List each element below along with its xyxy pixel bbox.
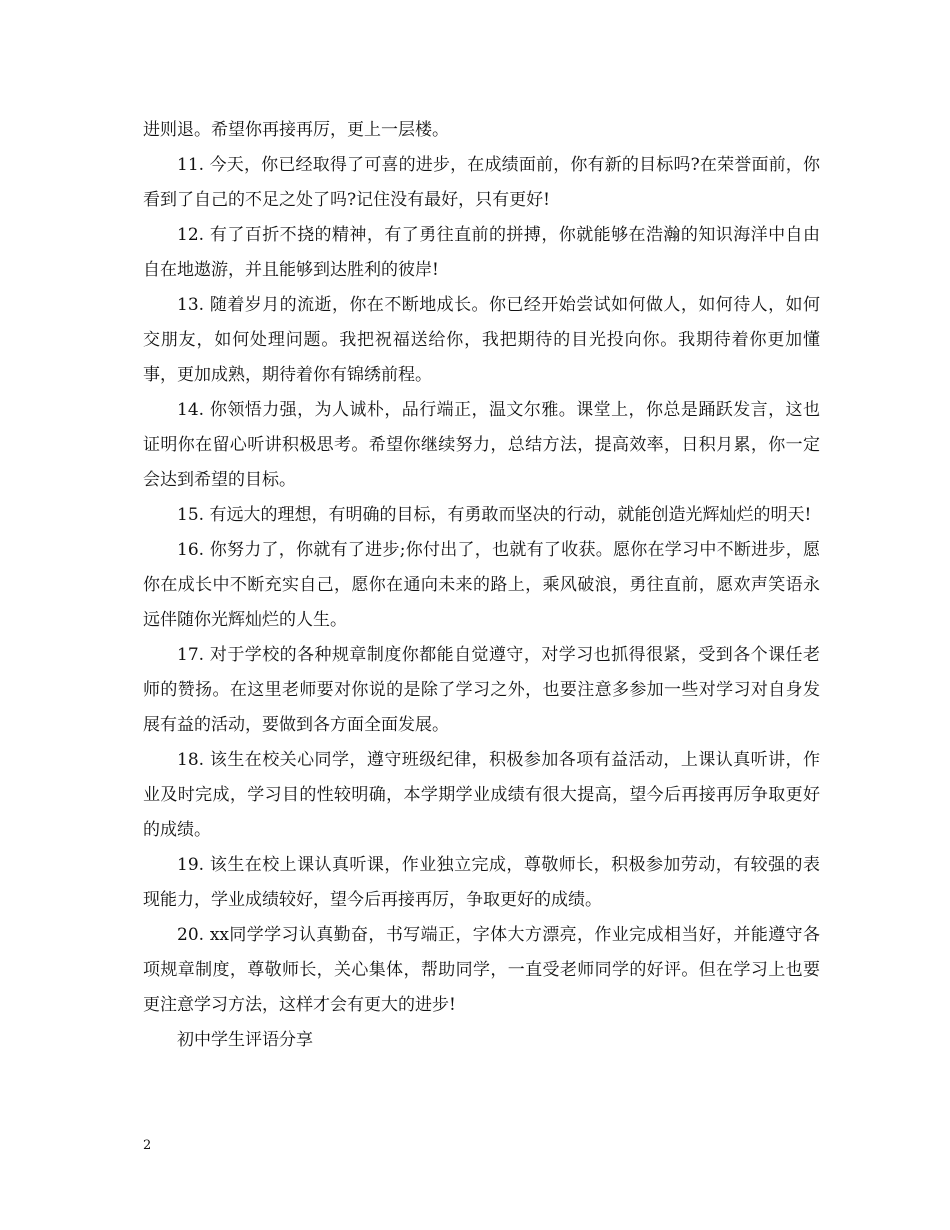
paragraph-item-18: 18. 该生在校关心同学，遵守班级纪律，积极参加各项有益活动，上课认真听讲，作业及时完成，学习目的性较明确，本学期学业成绩有很大提高，望今后再接再厉争取更好的成绩。 (143, 750, 820, 840)
paragraph-item-14: 14. 你领悟力强，为人诚朴，品行端正，温文尔雅。课堂上，你总是踊跃发言，这也证明你在留心听讲积极思考。希望你继续努力，总结方法，提高效率，日积月累，你一定会达到希望的目标。 (143, 400, 820, 490)
paragraph-item-15: 15. 有远大的理想，有明确的目标，有勇敢而坚决的行动，就能创造光辉灿烂的明天! (177, 505, 812, 525)
paragraph-item-16: 16. 你努力了，你就有了进步;你付出了，也就有了收获。愿你在学习中不断进步，愿你在成长中不断充实自己，愿你在通向未来的路上，乘风破浪，勇往直前，愿欢声笑语永远伴随你光辉灿烂的人生。 (143, 540, 820, 630)
document-body (143, 113, 820, 1058)
paragraph-item-13: 13. 随着岁月的流逝，你在不断地成长。你已经开始尝试如何做人，如何待人，如何交朋友，如何处理问题。我把祝福送给你，我把期待的目光投向你。我期待着你更加懂事，更加成熟，期待着你有锦绣前程。 (143, 295, 820, 385)
paragraph-item-17: 17. 对于学校的各种规章制度你都能自觉遵守，对学习也抓得很紧，受到各个课任老师的赞扬。在这里老师要对你说的是除了学习之外，也要注意多参加一些对学习对自身发展有益的活动，要做到各方面全面发展。 (143, 645, 820, 735)
paragraph-item-19: 19. 该生在校上课认真听课，作业独立完成，尊敬师长，积极参加劳动，有较强的表现能力，学业成绩较好，望今后再接再厉，争取更好的成绩。 (143, 855, 820, 910)
paragraph-item-12: 12. 有了百折不挠的精神，有了勇往直前的拼搏，你就能够在浩瀚的知识海洋中自由自在地遨游，并且能够到达胜利的彼岸! (143, 225, 820, 280)
paragraph-item-11: 11. 今天，你已经取得了可喜的进步，在成绩面前，你有新的目标吗?在荣誉面前，你看到了自己的不足之处了吗?记住没有最好，只有更好! (143, 155, 820, 210)
page-number: 2 (143, 1138, 152, 1153)
paragraph-continuation: 进则退。希望你再接再厉，更上一层楼。 (143, 120, 449, 140)
paragraph-item-20: 20. xx同学学习认真勤奋，书写端正，字体大方漂亮，作业完成相当好，并能遵守各项规章制度，尊敬师长，关心集体，帮助同学，一直受老师同学的好评。但在学习上也要更注意学习方法，这样才会有更大的进步! (143, 925, 820, 1015)
section-heading: 初中学生评语分享 (177, 1030, 313, 1050)
